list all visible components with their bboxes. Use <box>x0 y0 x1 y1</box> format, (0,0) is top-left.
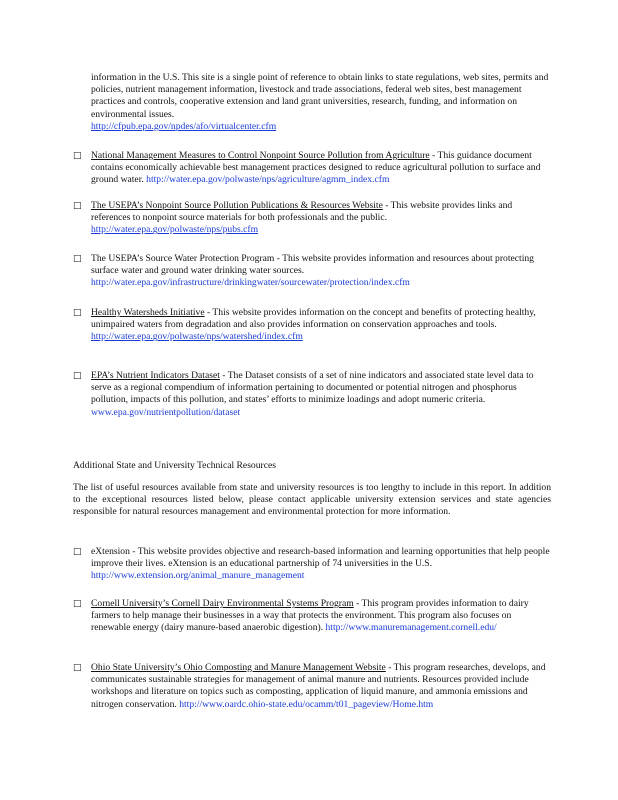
resource-title[interactable]: Ohio State University’s Ohio Composting and Manure Management Website <box>91 662 386 673</box>
bullet-icon: □ <box>73 151 82 161</box>
bullet-icon: □ <box>73 371 82 381</box>
resource-item <box>73 307 553 344</box>
resource-desc: - The Dataset consists of a set of nine indicators and associated state level data to serve as a regional compendium of information pertaining to documented or potential nitrogen and phosphorus pollution, impacts of this pollution, and states’ efforts to minimize loadings and adopt numeric criteria. <box>91 370 534 406</box>
resource-link[interactable]: www.epa.gov/nutrientpollution/dataset <box>91 406 241 418</box>
bullet-icon: □ <box>73 663 82 673</box>
resource-title: The USEPA’s Source Water Protection Program <box>91 253 275 264</box>
resource-title[interactable]: Cornell University’s Cornell Dairy Environmental Systems Program <box>91 598 354 609</box>
resource-desc: - This website provides links and references to nonpoint source materials for both professionals and the public. <box>91 200 513 224</box>
resource-desc: - This program provides information to dairy farmers to help manage their businesses in a way that protects the environment. This program also focuses on renewable energy (dairy manure-based anaerobic digestion). <box>91 598 529 634</box>
resource-item <box>73 370 553 419</box>
resource-desc: - This website provides information and resources about protecting surface water and ground water drinking water sources. <box>91 253 534 277</box>
resource-title[interactable]: Healthy Watersheds Initiative <box>91 307 205 318</box>
resource-desc: - This website provides objective and research-based information and learning opportunities that help people improve their lives. eXtension is an educational partnership of 74 universities in the U.S. <box>91 546 550 570</box>
resource-desc: - This guidance document contains economically achievable best management practices designed to reduce agricultural pollution to surface and ground water. <box>91 150 541 186</box>
bullet-icon: □ <box>73 599 82 609</box>
resource-link[interactable]: http://water.epa.gov/infrastructure/drinkingwater/sourcewater/protection/index.cfm <box>91 277 410 289</box>
resource-title: eXtension <box>91 546 130 557</box>
resource-desc: - This program researches, develops, and communicates sustainable strategies for management of animal manure and nutrients. Resources provided include workshops and literature on topics such as composting, application of liquid manure, and ammonia emissions and nitrogen conservation. <box>91 662 546 710</box>
continuation-link[interactable]: http://cfpub.epa.gov/npdes/afo/virtualcenter.cfm <box>91 120 277 132</box>
resource-link[interactable]: http://water.epa.gov/polwaste/nps/pubs.cfm <box>91 224 259 236</box>
resource-link[interactable]: http://www.oardc.ohio-state.edu/ocamm/t01_pageview/Home.htm <box>179 698 434 710</box>
section-heading: Additional State and University Technical Resources <box>73 460 276 471</box>
bullet-icon: □ <box>73 308 82 318</box>
resource-link[interactable]: http://www.manuremanagement.cornell.edu/ <box>325 622 497 634</box>
continuation-paragraph <box>91 72 553 133</box>
resource-item <box>73 150 553 187</box>
resource-desc: - This website provides information on the concept and benefits of protecting healthy, unimpaired waters from degradation and also provides information on conservation approaches and tools. <box>91 307 536 331</box>
resource-title[interactable]: EPA’s Nutrient Indicators Dataset <box>91 370 220 381</box>
bullet-icon: □ <box>73 254 82 264</box>
resource-item <box>73 662 553 711</box>
resource-title[interactable]: National Management Measures to Control Nonpoint Source Pollution from Agriculture <box>91 150 430 161</box>
continuation-text: information in the U.S. This site is a single point of reference to obtain links to state regulations, web sites, permits and policies, nutrient management information, livestock and trade associations, federal web sites, best management practices and controls, cooperative extension and land grant universities, research, funding, and information on environmental issues. <box>91 72 549 120</box>
resource-link[interactable]: http://water.epa.gov/polwaste/nps/watershed/index.cfm <box>91 331 303 343</box>
resource-title[interactable]: The USEPA’s Nonpoint Source Pollution Publications & Resources Website <box>91 200 383 211</box>
bullet-icon: □ <box>73 201 82 211</box>
bullet-icon: □ <box>73 547 82 557</box>
resource-link[interactable]: http://www.extension.org/animal_manure_management <box>91 570 305 582</box>
resource-item <box>73 598 553 635</box>
section-paragraph: The list of useful resources available from state and university resources is too lengthy to include in this report. In addition to the exceptional resources listed below, please contact applicable university extension services and state agencies responsible for natural resources management and environmental protection for more information. <box>73 482 551 518</box>
resource-item <box>73 200 553 237</box>
resource-link[interactable]: http://water.epa.gov/polwaste/nps/agriculture/agmm_index.cfm <box>146 174 390 186</box>
resource-item <box>73 253 553 290</box>
resource-item <box>73 546 553 583</box>
